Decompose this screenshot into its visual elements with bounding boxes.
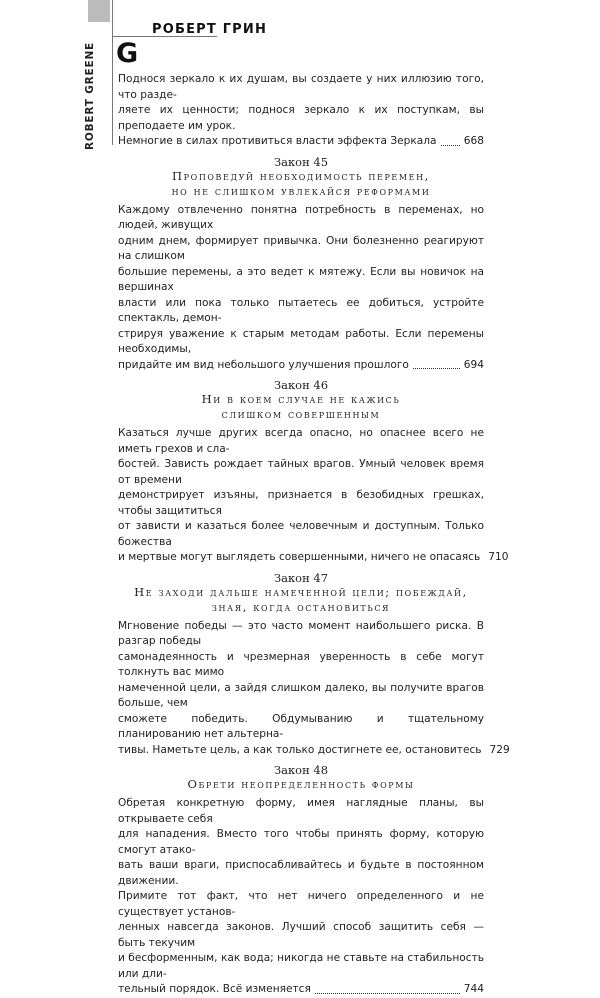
page-content (118, 72, 510, 998)
vertical-rule (112, 0, 113, 145)
text-line: Каждому отвлеченно понятна потребность в переменах, но людей, живущих (118, 203, 484, 231)
law-title-line: слишком совершенным (221, 407, 381, 421)
toc-entry-text: Немногие в силах противиться власти эффекта Зеркала (118, 135, 437, 147)
text-line: вать ваши враги, приспосабливайтесь и будьте в постоянном движении. (118, 859, 484, 887)
toc-entry-text: придайте им вид небольшого улучшения прошлого (118, 358, 409, 371)
text-line: сможете победить. Обдумыванию и тщательному планированию нет альтерна- (118, 712, 484, 740)
text-line: самонадеянность и чрезмерная уверенность в себе могут толкнуть вас мимо (118, 650, 484, 678)
text-line: намеченной цели, а зайдя слишком далеко, вы получите врагов больше, чем (118, 681, 484, 709)
law-title (118, 585, 484, 615)
page-number: 744 (463, 983, 484, 995)
law-section (118, 763, 484, 998)
law-title-line: Ни в коем случае не кажись (201, 392, 401, 406)
text-line: демонстрирует изъяны, признается в безобидных грешках, чтобы защититься (118, 489, 484, 517)
toc-entry-line (118, 743, 510, 759)
text-line: ленных навсегда законов. Лучший способ защитить себя — быть текучим (118, 921, 484, 949)
text-line: Обретая конкретную форму, имея наглядные планы, вы открываете себя (118, 797, 484, 825)
toc-entry-line (118, 134, 484, 150)
toc-entry-line (118, 982, 484, 998)
law-title (118, 777, 484, 792)
law-title-line: зная, когда остановиться (211, 599, 391, 614)
law-number: Закон 48 (273, 763, 329, 777)
text-line: Мгновение победы — это часто момент наибольшего риска. В разгар победы (118, 619, 484, 647)
law-section (118, 378, 509, 566)
law-summary (118, 426, 509, 566)
law-title-line: но не слишком увлекайся реформами (171, 183, 431, 198)
text-line: Казаться лучше других всегда опасно, но опаснее всего не иметь грехов и сла- (118, 427, 484, 455)
page-number: 668 (463, 135, 484, 147)
toc-entry-text: и мертвые могут выглядеть совершенными, ничего не опасаясь (118, 551, 481, 563)
text-line: от зависти и казаться более человечным и доступным. Только божества (118, 520, 484, 548)
law-summary (118, 796, 484, 998)
text-line: ляете их ценности; поднося зеркало к их поступкам, вы преподаете им урок. (118, 104, 484, 132)
intro-paragraph (118, 72, 484, 150)
page-number: 729 (489, 743, 510, 756)
spine-author-name: ROBERT GREENE (84, 41, 96, 150)
text-line: одним днем, формирует привычка. Они болезненно реагируют на слишком (118, 234, 484, 262)
corner-decoration (88, 0, 110, 22)
law-title (118, 169, 484, 199)
toc-entry-line (118, 550, 509, 566)
law-title-line: Не заходи дальше намеченной цели; побеждай, (134, 584, 468, 599)
dot-leader (413, 368, 460, 369)
logo-letter: G (116, 38, 139, 69)
text-line: стрируя уважение к старым методам работы. Если перемены необходимы, (118, 327, 484, 355)
law-section (118, 570, 510, 759)
toc-entry-text: тельный порядок. Всё изменяется (118, 983, 311, 995)
text-line: и бесформенным, как вода; никогда не ставьте на стабильность или дли- (118, 952, 484, 980)
law-title (118, 392, 484, 422)
page-number: 694 (463, 358, 484, 371)
dot-leader (441, 145, 460, 146)
text-line: для нападения. Вместо того чтобы принять форму, которую смогут атако- (118, 828, 484, 856)
text-line: власти или пока только пытаетесь ее добиться, устройте спектакль, демон- (118, 296, 484, 324)
toc-entry-text: тивы. Наметьте цель, а как только достигнете ее, остановитесь (118, 743, 482, 756)
text-line: Примите тот факт, что нет ничего определенного и не существует установ- (118, 890, 484, 918)
page-number: 710 (488, 551, 509, 563)
law-summary (118, 203, 484, 374)
law-number: Закон 46 (273, 378, 329, 392)
text-line: бостей. Зависть рождает тайных врагов. Умный человек время от времени (118, 458, 484, 486)
law-title-line: Проповедуй необходимость перемен, (172, 168, 430, 183)
text-line: большие перемены, а это ведет к мятежу. Если вы новичок на вершинах (118, 265, 484, 293)
law-summary (118, 619, 510, 759)
law-title-line: Обрети неопределенность формы (187, 777, 415, 791)
dot-leader (315, 993, 460, 994)
law-number: Закон 47 (273, 570, 329, 585)
toc-entry-line (118, 358, 484, 374)
law-number: Закон 45 (273, 154, 329, 169)
running-head: РОБЕРТ ГРИН (152, 22, 268, 37)
law-section (118, 155, 484, 374)
text-line: Поднося зеркало к их душам, вы создаете у них иллюзию того, что разде- (118, 73, 484, 101)
